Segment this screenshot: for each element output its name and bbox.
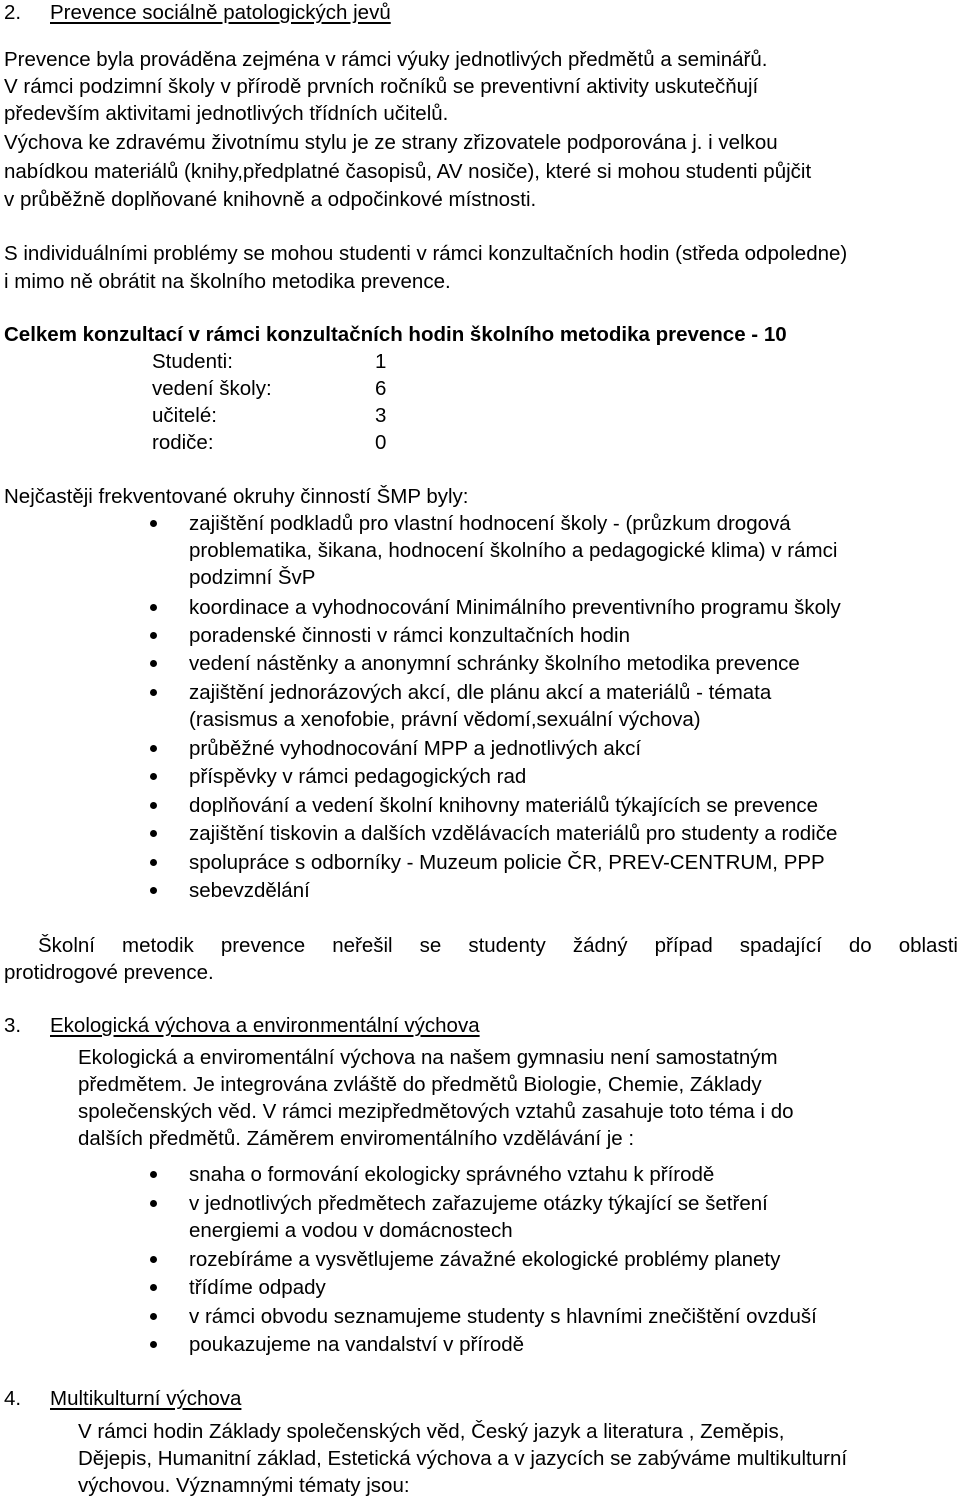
activity-item-line: zajištění jednorázových akcí, dle plánu akcí a materiálů - témata xyxy=(189,681,772,704)
bullet-icon xyxy=(150,859,157,866)
section-3-number: 3. xyxy=(4,1014,22,1037)
closing-line-1 xyxy=(38,932,958,959)
bullet-icon xyxy=(150,1341,157,1348)
bullet-icon xyxy=(150,1200,157,1207)
bullet-icon xyxy=(150,689,157,696)
activity-item-line: zajištění tiskovin a dalších vzdělávacích materiálů pro studenty a rodiče xyxy=(189,822,838,845)
closing-line-2: protidrogové prevence. xyxy=(4,961,214,984)
section-2-p1-line: Prevence byla prováděna zejména v rámci výuky jednotlivých předmětů a seminářů. xyxy=(4,48,768,71)
bullet-icon xyxy=(150,1171,157,1178)
closing-word: neřešil xyxy=(332,934,393,957)
closing-word: Školní xyxy=(38,934,95,957)
activities-intro: Nejčastěji frekventované okruhy činností ŠMP byly: xyxy=(4,485,469,508)
section-3-para-line: společenských věd. V rámci mezipředmětových vztahů zasahuje toto téma i do xyxy=(78,1100,794,1123)
section-4-para-line: výchovou. Významnými tématy jsou: xyxy=(78,1474,410,1497)
closing-word: oblasti xyxy=(898,934,958,957)
consult-value: 0 xyxy=(375,431,387,454)
activity-item-line: poradenské činnosti v rámci konzultačních hodin xyxy=(189,624,630,647)
eco-item-line: energiemi a vodou v domácnostech xyxy=(189,1219,513,1242)
bullet-icon xyxy=(150,830,157,837)
section-3-para-line: předmětem. Je integrována zvláště do předmětů Biologie, Chemie, Základy xyxy=(78,1073,762,1096)
eco-item-line: poukazujeme na vandalství v přírodě xyxy=(189,1333,525,1356)
eco-item-line: rozebíráme a vysvětlujeme závažné ekologické problémy planety xyxy=(189,1248,781,1271)
section-3-title: Ekologická výchova a environmentální výchova xyxy=(50,1014,480,1037)
closing-word: studenty xyxy=(468,934,546,957)
activity-item-line: koordinace a vyhodnocování Minimálního preventivního programu školy xyxy=(189,596,841,619)
activity-item-line: podzimní ŠvP xyxy=(189,566,316,589)
activity-item-line: průběžné vyhodnocování MPP a jednotlivých akcí xyxy=(189,737,642,760)
bullet-icon xyxy=(150,520,157,527)
section-4-para-line: Dějepis, Humanitní základ, Estetická výchova a v jazycích se zabýváme multikulturní xyxy=(78,1447,848,1470)
section-2-p2-line: S individuálními problémy se mohou studenti v rámci konzultačních hodin (středa odpoledne) xyxy=(4,242,848,265)
consult-value: 6 xyxy=(375,377,387,400)
bullet-icon xyxy=(150,1284,157,1291)
consult-label: rodiče: xyxy=(152,431,214,454)
bullet-icon xyxy=(150,773,157,780)
section-4-para-line: V rámci hodin Základy společenských věd, Český jazyk a literatura , Zeměpis, xyxy=(78,1420,785,1443)
bullet-icon xyxy=(150,745,157,752)
section-2-p2-line: i mimo ně obrátit na školního metodika prevence. xyxy=(4,270,451,293)
section-2-p1-line: nabídkou materiálů (knihy,předplatné časopisů, AV nosiče), které si mohou studenti půjčit xyxy=(4,160,812,183)
bullet-icon xyxy=(150,1313,157,1320)
activity-item-line: vedení nástěnky a anonymní schránky školního metodika prevence xyxy=(189,652,800,675)
section-2-p1-line: V rámci podzimní školy v přírodě prvních ročníků se preventivní aktivity uskutečňují xyxy=(4,75,759,98)
closing-word: prevence xyxy=(220,934,306,957)
activity-item-line: (rasismus a xenofobie, právní vědomí,sexuální výchova) xyxy=(189,708,701,731)
bullet-icon xyxy=(150,887,157,894)
eco-item-line: třídíme odpady xyxy=(189,1276,326,1299)
bullet-icon xyxy=(150,660,157,667)
consult-value: 3 xyxy=(375,404,387,427)
consult-label: učitelé: xyxy=(152,404,217,427)
activity-item-line: spolupráce s odborníky - Muzeum policie ČR, PREV-CENTRUM, PPP xyxy=(189,851,825,874)
bullet-icon xyxy=(150,632,157,639)
closing-word: žádný xyxy=(572,934,628,957)
section-3-para-line: Ekologická a enviromentální výchova na našem gymnasiu není samostatným xyxy=(78,1046,778,1069)
section-2-p1-line: v průběžně doplňované knihovně a odpočinkové místnosti. xyxy=(4,188,537,211)
section-2-p1-line: především aktivitami jednotlivých třídních učitelů. xyxy=(4,102,449,125)
closing-word: případ xyxy=(654,934,713,957)
consultation-heading: Celkem konzultací v rámci konzultačních hodin školního metodika prevence - 10 xyxy=(4,323,787,346)
activity-item-line: sebevzdělání xyxy=(189,879,310,902)
activity-item-line: problematika, šikana, hodnocení školního a pedagogické klima) v rámci xyxy=(189,539,838,562)
section-2-number: 2. xyxy=(4,1,22,24)
section-3-para-line: dalších předmětů. Záměrem enviromentálního vzdělávání je : xyxy=(78,1127,635,1150)
section-2-p1-line: Výchova ke zdravému životnímu stylu je ze strany zřizovatele podporována j. i velkou xyxy=(4,131,778,154)
eco-item-line: v rámci obvodu seznamujeme studenty s hlavními znečištění ovzduší xyxy=(189,1305,817,1328)
bullet-icon xyxy=(150,1256,157,1263)
closing-word: metodik xyxy=(122,934,194,957)
activity-item-line: doplňování a vedení školní knihovny materiálů týkajících se prevence xyxy=(189,794,819,817)
closing-word: se xyxy=(419,934,442,957)
activity-item-line: zajištění podkladů pro vlastní hodnocení školy - (průzkum drogová xyxy=(189,512,791,535)
section-2-title: Prevence sociálně patologických jevů xyxy=(50,1,391,24)
activity-item-line: příspěvky v rámci pedagogických rad xyxy=(189,765,527,788)
bullet-icon xyxy=(150,802,157,809)
consult-value: 1 xyxy=(375,350,387,373)
consult-label: vedení školy: xyxy=(152,377,272,400)
eco-item-line: v jednotlivých předmětech zařazujeme otázky týkající se šetření xyxy=(189,1192,768,1215)
section-4-title: Multikulturní výchova xyxy=(50,1387,242,1410)
closing-word: spadající xyxy=(739,934,822,957)
bullet-icon xyxy=(150,604,157,611)
closing-word: do xyxy=(848,934,872,957)
consult-label: Studenti: xyxy=(152,350,233,373)
section-4-number: 4. xyxy=(4,1387,22,1410)
eco-item-line: snaha o formování ekologicky správného vztahu k přírodě xyxy=(189,1163,715,1186)
